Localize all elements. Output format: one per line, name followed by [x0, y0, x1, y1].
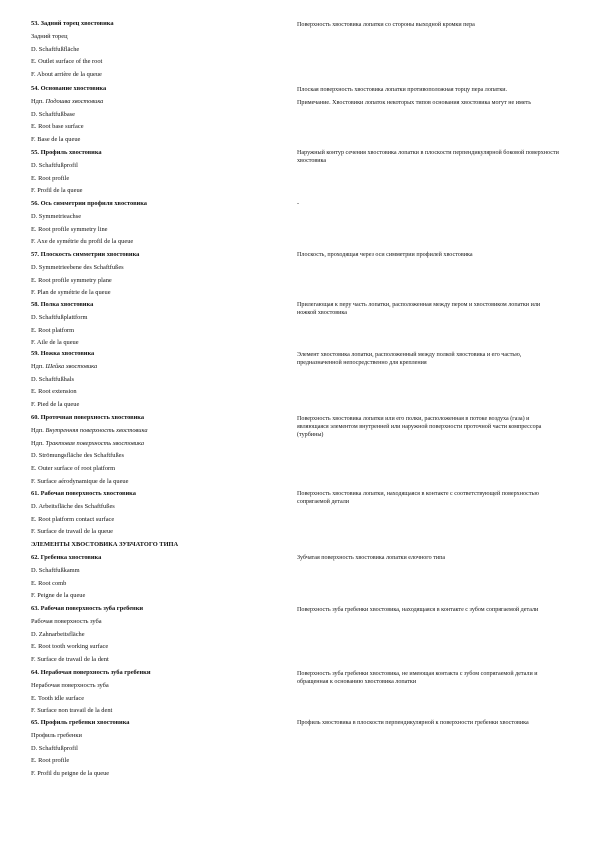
not-allowed-text: Шейка хвостовика [45, 362, 98, 370]
term-english: E. Root platform [31, 326, 75, 334]
term-title: 64. Нерабочая поверхность зуба гребенки [31, 669, 151, 676]
definition-text: Элемент хвостовика лопатки, расположенный между полкой хвостовика и его частью, предназначенной непосредственно для крепления [297, 352, 522, 367]
definition-text: Плоскость, проходящая через оси симметрии профилей хвостовика [297, 252, 473, 258]
term-title: 65. Профиль гребенки хвостовика [31, 719, 130, 726]
term-english: E. Root profile symmetry plane [31, 276, 112, 284]
definition-note: Примечание. Хвостовики лопаток некоторых типов основания хвостовика могут не иметь [297, 100, 531, 107]
not-allowed-prefix: Ндп. [31, 426, 44, 434]
term-french: F. Surface de travail de la queue [31, 528, 113, 536]
definition-text: Плоская поверхность хвостовика лопатки противоположная торцу пера лопатки. [297, 87, 508, 93]
definition-block [297, 200, 559, 208]
not-allowed-text: Подошва хвостовика [45, 97, 104, 105]
section-heading [31, 539, 291, 552]
term-french: F. Surface non travail de la dent [31, 707, 113, 715]
term-english: E. Root extension [31, 388, 77, 396]
term-short-form: Задний торец [31, 32, 68, 40]
term-block [31, 198, 281, 249]
term-not-allowed [31, 96, 281, 109]
definition-text: - [297, 201, 300, 207]
definition-text: Поверхность хвостовика лопатки или его полки, расположенная в потоке воздуха (газа) и являющаяся элементом внутренней или наружной поверхности проточной части компрессора (турбины) [297, 416, 542, 439]
term-french: F. Surface aérodynamique de la queue [31, 477, 129, 485]
definition-block [297, 490, 559, 506]
not-allowed-text: Внутренняя поверхность хвостовика [45, 426, 148, 434]
term-title: 62. Гребенка хвостовика [31, 554, 102, 561]
definition-block [297, 149, 559, 165]
not-allowed-prefix: Ндп. [31, 362, 44, 370]
section-heading-text: ЭЛЕМЕНТЫ ХВОСТОВИКА ЗУБЧАТОГО ТИПА [31, 541, 179, 548]
definition-text: Поверхность зуба гребенки хвостовика, не имеющая контакта с зубом сопрягаемой детали и обращенная к основанию хвостовика лопатки [297, 671, 538, 686]
term-english: E. Root profile [31, 757, 70, 765]
definition-text: Прилегающая к перу часть лопатки, расположенная между пером и хвостовиком лопатки или ножкой хвостовика [297, 302, 541, 317]
term-french: F. Profil du peigne de la queue [31, 770, 110, 777]
definition-text: Поверхность хвостовика лопатки со стороны выходной кромки пера [297, 22, 475, 28]
term-not-allowed [31, 425, 281, 438]
term-short-form: Профиль гребенки [31, 731, 82, 739]
term-block [31, 488, 281, 539]
definition-block [297, 606, 559, 614]
term-block [31, 667, 281, 718]
definition-block [297, 415, 559, 440]
definition-block [297, 554, 559, 562]
term-not-allowed [31, 361, 281, 374]
term-short-form: Рабочая поверхность зуба [31, 617, 102, 625]
definition-text: Поверхность хвостовика лопатки, находящаяся в контакте с соответствующей поверхностью сопрягаемой детали [297, 491, 539, 506]
term-title: 59. Ножка хвостовика [31, 350, 95, 357]
term-title: 61. Рабочая поверхность хвостовика [31, 490, 136, 497]
definition-text: Профиль хвостовика в плоскости перпендикулярной к поверхности гребенки хвостовика [297, 720, 529, 726]
term-title: 56. Ось симметрии профиля хвостовика [31, 200, 147, 207]
term-german: D. Schaftfußprofil [31, 161, 78, 169]
term-french: F. Axe de symétrie du profil de la queue [31, 238, 134, 246]
term-english: E. Root profile symmetry line [31, 225, 108, 233]
term-german: D. Schaftfußbase [31, 110, 76, 118]
term-english: E. Root platform contact surface [31, 515, 115, 523]
definition-block [297, 251, 559, 259]
term-french: F. Peigne de la queue [31, 592, 86, 600]
term-french: F. Surface de travail de la dent [31, 656, 109, 663]
term-german: D. Arbeitsfläche des Schaftfußes [31, 502, 115, 510]
term-not-allowed [31, 438, 281, 451]
term-french: F. Plan de symétrie de la queue [31, 289, 111, 297]
term-french: F. About arrière de la queue [31, 71, 102, 78]
term-german: D. Strömungsfläche des Schaftfußes [31, 452, 124, 460]
term-english: E. Root tooth working surface [31, 643, 109, 651]
term-block [31, 412, 281, 489]
term-french: F. Base de la queue [31, 136, 81, 143]
term-title: 58. Полка хвостовика [31, 301, 94, 308]
definition-block [297, 21, 559, 29]
not-allowed-text: Трактовая поверхность хвостовика [45, 439, 145, 447]
definition-block [297, 351, 559, 367]
term-german: D. Schaftfußfläche [31, 45, 80, 53]
definition-block [297, 301, 559, 317]
term-german: D. Symmetrieebene des Schaftfußes [31, 263, 124, 271]
term-english: E. Outlet surface of the root [31, 58, 103, 66]
definition-block [297, 86, 559, 107]
not-allowed-prefix: Ндп. [31, 97, 44, 105]
term-english: E. Root comb [31, 579, 67, 587]
term-block [31, 249, 281, 300]
term-english: E. Root profile [31, 174, 70, 182]
term-english: E. Outer surface of root platform [31, 465, 116, 472]
term-block [31, 348, 281, 412]
term-short-form: Нерабочая поверхность зуба [31, 681, 109, 689]
term-german: D. Schaftfußkamm [31, 566, 80, 574]
term-german: D. Schaftfußhals [31, 375, 74, 383]
term-english: E. Root base surface [31, 123, 84, 131]
term-block [31, 18, 281, 82]
term-german: D. Schaftfußprofil [31, 744, 78, 752]
definition-block [297, 670, 559, 686]
term-french: F. Profil de la queue [31, 187, 83, 195]
term-title: 55. Профиль хвостовика [31, 149, 102, 156]
term-english: E. Tooth idle surface [31, 694, 85, 702]
definition-block [297, 719, 559, 727]
definition-text: Поверхность зуба гребенки хвостовика, находящаяся в контакте с зубом сопрягаемой детали [297, 607, 539, 613]
term-title: 54. Основание хвостовика [31, 85, 107, 92]
term-title: 57. Плоскость симметрии хвостовика [31, 251, 140, 258]
term-french: F. Pied de la queue [31, 401, 80, 408]
term-german: D. Symmetrieachse [31, 212, 82, 220]
term-block [31, 603, 281, 667]
term-block [31, 147, 281, 198]
term-title: 63. Рабочая поверхность зуба гребенки [31, 605, 144, 612]
term-french: F. Aile de la queue [31, 339, 79, 347]
definition-text: Наружный контур сечения хвостовика лопатки в плоскости перпендикулярной боковой поверхности хвостовика [297, 150, 559, 165]
term-block [31, 299, 281, 350]
term-german: D. Zahnarbeitsfläche [31, 630, 85, 638]
not-allowed-prefix: Ндп. [31, 439, 44, 447]
term-block [31, 83, 281, 147]
term-block [31, 552, 281, 603]
definition-text: Зубчатая поверхность хвостовика лопатки елочного типа [297, 555, 446, 561]
term-block [31, 717, 281, 781]
term-title: 60. Проточная поверхность хвостовика [31, 414, 145, 421]
term-german: D. Schaftfußplattform [31, 313, 88, 321]
term-title: 53. Задний торец хвостовика [31, 20, 114, 27]
